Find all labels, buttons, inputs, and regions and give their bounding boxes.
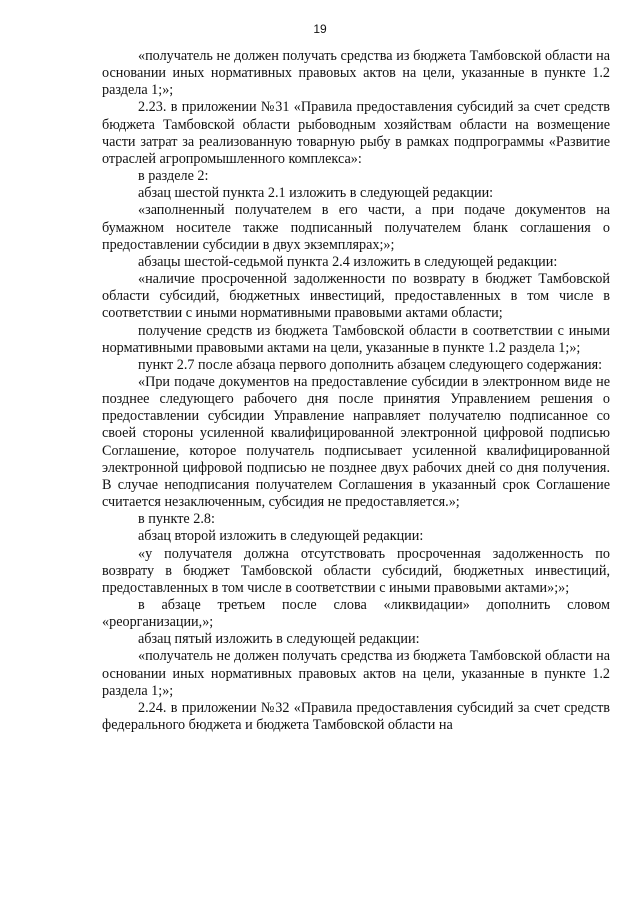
paragraph: «получатель не должен получать средства из бюджета Тамбовской области на основании иных нормативных правовых актов на цели, указанные в пункте 1.2 раздела 1;»; <box>102 648 610 699</box>
paragraph: абзац второй изложить в следующей редакции: <box>138 528 424 545</box>
paragraph: 2.24. в приложении №32 «Правила предоставления субсидий за счет средств федерального бюджета и бюджета Тамбовской области на <box>102 699 610 734</box>
paragraph: абзац шестой пункта 2.1 изложить в следующей редакции: <box>138 185 494 202</box>
paragraph: «заполненный получателем в его части, а при подаче документов на бумажном носителе также подписанный получателем бланк соглашения о предоставлении субсидии в двух экземплярах;»; <box>102 202 610 253</box>
paragraph: «получатель не должен получать средства из бюджета Тамбовской области на основании иных нормативных правовых актов на цели, указанные в пункте 1.2 раздела 1;»; <box>102 48 610 99</box>
paragraph: 2.23. в приложении №31 «Правила предоставления субсидий за счет средств бюджета Тамбовской области рыбоводным хозяйствам области на возмещение части затрат за реализованную товарную рыбу в рамках подпрограммы «Развитие отраслей агропромышленного комплекса»: <box>102 99 610 167</box>
page-number: 19 <box>313 22 327 36</box>
paragraph: «При подаче документов на предоставление субсидии в электронном виде не позднее следующего рабочего дня после принятия Управлением решения о предоставлении субсидии Управление направляет получателю подписанное со своей стороны усиленной квалифицированной электронной цифровой подписью Соглашение, которое получатель подписывает усиленной квалифицированной электронной цифровой подписью не позднее двух рабочих дней со дня получения. В случае неподписания получателем Соглашения в указанный срок Соглашение считается незаключенным, субсидия не предоставляется.»; <box>102 373 610 511</box>
paragraph: получение средств из бюджета Тамбовской области в соответствии с иными нормативными правовыми актами на цели, указанные в пункте 1.2 раздела 1;»; <box>102 322 610 356</box>
paragraph: в пункте 2.8: <box>138 511 215 528</box>
paragraph: в разделе 2: <box>138 168 209 185</box>
paragraph: абзацы шестой-седьмой пункта 2.4 изложить в следующей редакции: <box>138 253 558 270</box>
paragraph: абзац пятый изложить в следующей редакции: <box>138 631 420 648</box>
paragraph: «у получателя должна отсутствовать просроченная задолженность по возврату в бюджет Тамбовской области субсидий, бюджетных инвестиций, предоставленных в том числе в соответствии с иными правовыми актами»;»; <box>102 545 610 596</box>
paragraph: в абзаце третьем после слова «ликвидации» дополнить словом «реорганизации,»; <box>102 597 610 631</box>
paragraph: «наличие просроченной задолженности по возврату в бюджет Тамбовской области субсидий, бюджетных инвестиций, предоставленных в том числе в соответствии с иными нормативными правовыми актами области; <box>102 271 610 322</box>
document-body <box>102 48 610 734</box>
paragraph: пункт 2.7 после абзаца первого дополнить абзацем следующего содержания: <box>138 356 603 373</box>
